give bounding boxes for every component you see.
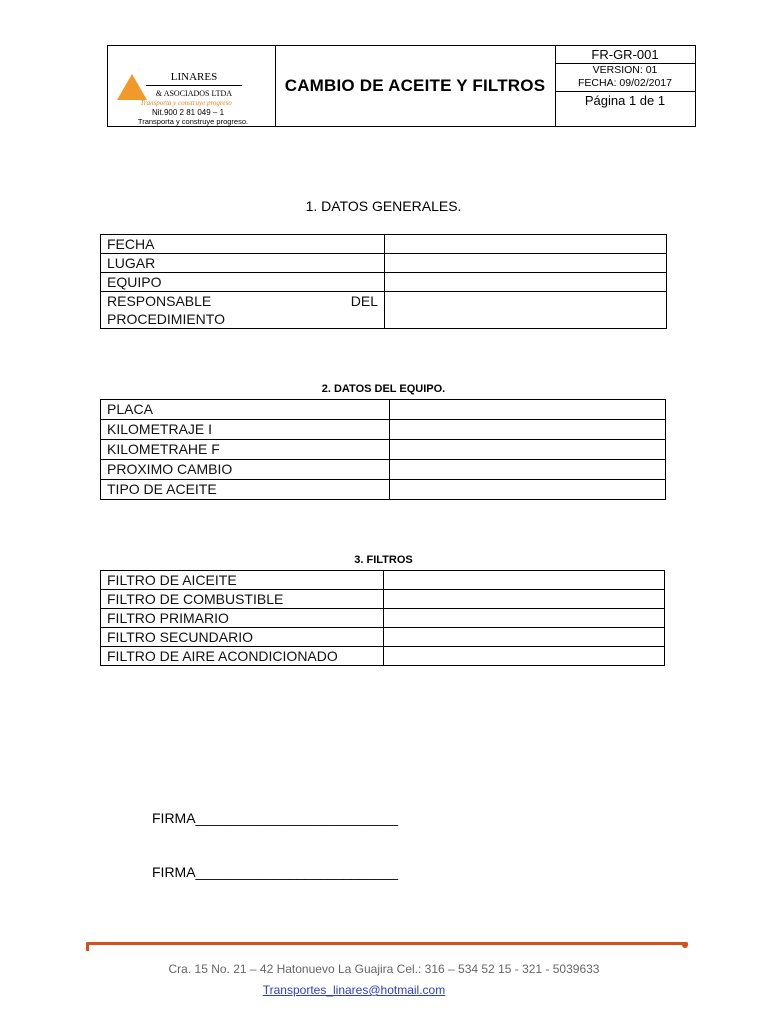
row-label: FILTRO DE AICEITE	[101, 571, 384, 590]
document-title: CAMBIO DE ACEITE Y FILTROS	[284, 76, 546, 95]
value-field-equipo[interactable]	[385, 273, 667, 292]
row-label: KILOMETRAJE I	[101, 420, 390, 440]
row-label: TIPO DE ACEITE	[101, 480, 390, 500]
document-code-cell	[555, 46, 695, 126]
signature-line-1[interactable]: FIRMA__________________________	[152, 810, 398, 826]
table-row	[101, 235, 667, 254]
responsable-word: RESPONSABLE	[107, 293, 212, 309]
row-label: FILTRO PRIMARIO	[101, 609, 384, 628]
value-field-responsable[interactable]	[385, 292, 667, 329]
table-row	[101, 420, 666, 440]
logo-tagline-2: Transporta y construye progreso.	[137, 117, 249, 126]
signature-line-2[interactable]: FIRMA__________________________	[152, 864, 398, 880]
footer-divider	[86, 942, 688, 945]
value-field-filtro-primario[interactable]	[384, 609, 665, 628]
row-label: FILTRO DE COMBUSTIBLE	[101, 590, 384, 609]
footer-address: Cra. 15 No. 21 – 42 Hatonuevo La Guajira Cel.: 316 – 534 52 15 - 321 - 5039633	[168, 962, 600, 976]
document-version: VERSION: 01	[592, 64, 658, 76]
table-row	[101, 273, 667, 292]
value-field-filtro-aceite[interactable]	[384, 571, 665, 590]
table-row	[101, 628, 665, 647]
row-label: PLACA	[101, 400, 390, 420]
footer-email-link[interactable]: Transportes_linares@hotmail.com	[262, 983, 446, 997]
logo-company-name: LINARES	[146, 71, 242, 86]
row-label-responsable	[101, 292, 385, 329]
filtros-table	[100, 570, 665, 666]
value-field-filtro-secundario[interactable]	[384, 628, 665, 647]
document-date: FECHA: 09/02/2017	[578, 77, 672, 89]
table-row	[101, 647, 665, 666]
table-row	[101, 571, 665, 590]
del-word: DEL	[350, 293, 378, 309]
footer-divider-end-right	[682, 942, 688, 948]
value-field-filtro-aire[interactable]	[384, 647, 665, 666]
row-label: FECHA	[101, 235, 385, 254]
row-label: FILTRO SECUNDARIO	[101, 628, 384, 647]
logo-tagline: Transporta y construye progreso	[140, 99, 232, 107]
table-row	[101, 440, 666, 460]
row-label: EQUIPO	[101, 273, 385, 292]
section-title-filtros: 3. FILTROS	[354, 554, 413, 566]
value-field-kilometraje-i[interactable]	[390, 420, 666, 440]
row-label: KILOMETRAHE F	[101, 440, 390, 460]
row-label: PROXIMO CAMBIO	[101, 460, 390, 480]
value-field-filtro-combustible[interactable]	[384, 590, 665, 609]
document-code: FR-GR-001	[555, 46, 695, 64]
section-title-datos-generales: 1. DATOS GENERALES.	[305, 198, 462, 214]
table-row	[101, 400, 666, 420]
procedimiento-word: PROCEDIMIENTO	[107, 311, 225, 327]
logo-nit: Nit.900 2 81 049 – 1	[151, 108, 225, 117]
document-title-cell	[275, 46, 556, 126]
datos-equipo-table	[100, 399, 666, 500]
value-field-fecha[interactable]	[385, 235, 667, 254]
value-field-tipo-aceite[interactable]	[390, 480, 666, 500]
table-row	[101, 590, 665, 609]
section-title-datos-equipo: 2. DATOS DEL EQUIPO.	[321, 383, 446, 395]
triangle-logo-icon	[117, 74, 147, 100]
datos-generales-table	[100, 234, 667, 329]
value-field-placa[interactable]	[390, 400, 666, 420]
table-row	[101, 480, 666, 500]
company-logo	[108, 46, 276, 126]
logo-company-sub: & ASOCIADOS LTDA	[155, 89, 233, 98]
document-version-date	[555, 64, 695, 92]
table-row	[101, 254, 667, 273]
footer-divider-end-left	[86, 943, 89, 951]
document-page: Página 1 de 1	[584, 93, 666, 108]
row-label: LUGAR	[101, 254, 385, 273]
value-field-proximo-cambio[interactable]	[390, 460, 666, 480]
table-row	[101, 609, 665, 628]
value-field-kilometraje-f[interactable]	[390, 440, 666, 460]
table-row	[101, 292, 667, 329]
document-header	[107, 45, 696, 127]
value-field-lugar[interactable]	[385, 254, 667, 273]
table-row	[101, 460, 666, 480]
row-label: FILTRO DE AIRE ACONDICIONADO	[101, 647, 384, 666]
